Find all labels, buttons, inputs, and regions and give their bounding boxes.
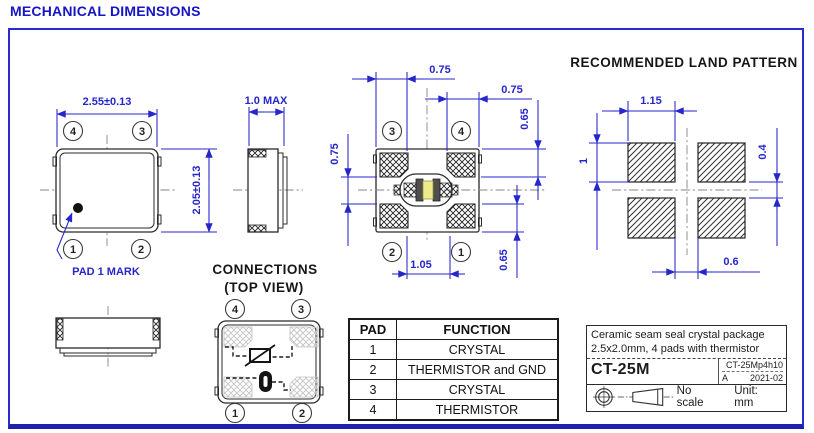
svg-text:1.15: 1.15 — [640, 95, 662, 107]
land-pattern-title: RECOMMENDED LAND PATTERN — [570, 55, 798, 70]
land-pads — [628, 143, 745, 238]
svg-text:2.55±0.13: 2.55±0.13 — [82, 96, 132, 108]
svg-text:4: 4 — [457, 126, 465, 138]
svg-text:1: 1 — [231, 408, 239, 420]
pad-number-4 — [64, 122, 83, 141]
dim-land-col-gap — [652, 238, 760, 279]
thermistor-symbol — [259, 371, 272, 392]
pad-cell: 3 — [349, 380, 397, 400]
table-header-row — [349, 319, 558, 340]
pad-number-3 — [292, 300, 311, 319]
projection-angle-icon — [591, 385, 677, 409]
pad1-mark-dot — [73, 203, 83, 213]
pad-number-2 — [132, 240, 151, 259]
table-row — [349, 380, 558, 400]
package-bottom-view — [329, 64, 546, 279]
connections-view — [212, 262, 323, 423]
function-cell: CRYSTAL — [397, 380, 559, 400]
svg-text:1: 1 — [457, 247, 465, 259]
pad-function-table — [348, 318, 559, 421]
title-block — [586, 325, 787, 412]
doc-revision-box — [718, 359, 786, 384]
pad-number-4 — [226, 300, 245, 319]
table-row — [349, 360, 558, 380]
svg-text:0.75: 0.75 — [501, 84, 523, 96]
package-top-view — [40, 96, 217, 278]
package-side-view — [233, 95, 303, 232]
package-front-view — [56, 306, 160, 368]
svg-text:1: 1 — [69, 244, 77, 256]
dim-pad-offset-top-right — [425, 84, 532, 151]
table-row — [349, 400, 558, 421]
scale-note: No scale — [676, 385, 704, 409]
svg-text:4: 4 — [231, 304, 239, 316]
revision: A — [722, 373, 729, 383]
pad1-mark-label: PAD 1 MARK — [72, 266, 140, 278]
castellation-right — [153, 319, 159, 340]
dim-land-pad-width — [602, 95, 697, 141]
dim-land-row-gap — [749, 128, 783, 246]
thermistor-cap-right — [433, 179, 440, 201]
function-cell: THERMISTOR — [397, 400, 559, 421]
svg-text:2: 2 — [137, 244, 145, 256]
dim-thickness — [245, 95, 288, 146]
land-pattern-view — [570, 55, 798, 279]
function-cell: THERMISTOR and GND — [397, 360, 559, 380]
table-row — [349, 340, 558, 360]
dim-pad-offset-right-top — [481, 100, 546, 200]
svg-text:2: 2 — [388, 247, 396, 259]
pad-number-1 — [226, 404, 245, 423]
seal-hatch-bottom — [249, 225, 266, 232]
svg-text:1.05: 1.05 — [410, 259, 432, 271]
svg-text:0.65: 0.65 — [519, 108, 531, 130]
connections-subtitle: (TOP VIEW) — [224, 280, 304, 295]
thermistor-cap-left — [416, 179, 423, 201]
svg-text:0.6: 0.6 — [723, 256, 739, 268]
svg-text:3: 3 — [388, 126, 396, 138]
svg-text:0.75: 0.75 — [329, 143, 341, 165]
unit-note: Unit: mm — [734, 385, 758, 409]
seal-hatch-top — [249, 150, 266, 157]
col-header-function: FUNCTION — [397, 319, 559, 340]
castellation-left — [57, 319, 63, 340]
pad-cell: 2 — [349, 360, 397, 380]
connections-title: CONNECTIONS — [212, 262, 318, 277]
svg-text:2: 2 — [298, 408, 306, 420]
svg-text:0.4: 0.4 — [757, 144, 769, 160]
function-cell: CRYSTAL — [397, 340, 559, 360]
pad-cell: 1 — [349, 340, 397, 360]
revision-date: 2021-02 — [749, 373, 783, 383]
package-description — [587, 326, 786, 359]
svg-text:0.65: 0.65 — [498, 249, 510, 271]
pad-number-1 — [64, 240, 83, 259]
pad-cell: 4 — [349, 400, 397, 421]
dim-pad-gap-left — [329, 134, 377, 246]
pad-number-4 — [452, 122, 471, 141]
dim-pad-offset-right-bottom — [482, 185, 524, 278]
dim-land-pad-height — [578, 113, 629, 250]
page-title: MECHANICAL DIMENSIONS — [10, 3, 201, 19]
pad-number-1 — [452, 243, 471, 262]
svg-text:0.75: 0.75 — [429, 64, 451, 76]
crystal-symbol — [245, 345, 275, 366]
svg-text:1: 1 — [578, 157, 590, 165]
svg-text:1.0 MAX: 1.0 MAX — [244, 95, 288, 107]
col-header-pad: PAD — [349, 319, 397, 340]
dim-body-height — [161, 149, 217, 232]
part-number: CT-25M — [591, 361, 650, 378]
svg-text:4: 4 — [69, 126, 77, 138]
pad-number-2 — [383, 243, 402, 262]
doc-number: CT-25Mp4h10 — [722, 360, 783, 372]
svg-text:3: 3 — [138, 126, 146, 138]
svg-text:2.05±0.13: 2.05±0.13 — [191, 165, 203, 215]
package-description-line1: Ceramic seam seal crystal package — [591, 329, 765, 341]
pad-number-3 — [383, 122, 402, 141]
scale-row — [587, 385, 786, 409]
thermistor-body — [423, 181, 433, 199]
svg-text:3: 3 — [297, 304, 305, 316]
pad-number-3 — [133, 122, 152, 141]
package-description-line2: 2.5x2.0mm, 4 pads with thermistor — [591, 343, 760, 355]
pad-number-2 — [293, 404, 312, 423]
dim-pad-offset-top-left — [352, 64, 455, 151]
